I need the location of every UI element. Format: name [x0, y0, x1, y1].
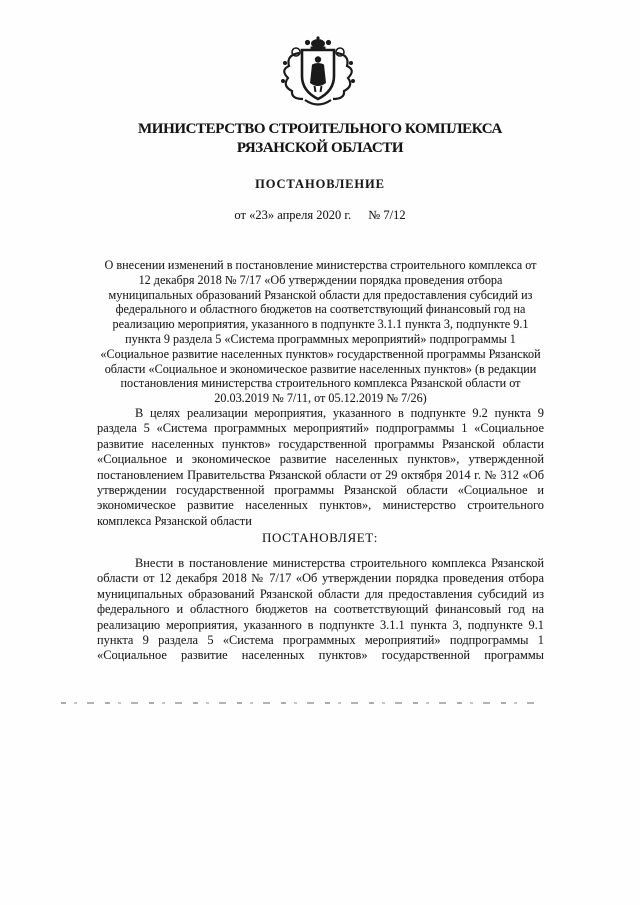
preamble-paragraph: В целях реализации мероприятия, указанного в подпункте 9.2 пункта 9 раздела 5 «Система программных мероприятий» подпрограммы 1 «Социальное развитие населенных пунктов» государственной программы Рязанской области «Социальное и экономическое развитие населенных пунктов», утвержденной постановлением Правительства Рязанской области от 29 октября 2014 г. № 312 «Об утверждении государственной программы Рязанской области «Социальное и экономическое развитие населенных пунктов», министерство строительного комплекса Рязанской области — [97, 406, 544, 528]
coat-of-arms-icon — [268, 36, 368, 114]
resolution-word: ПОСТАНОВЛЯЕТ: — [261, 530, 379, 545]
ministry-name-line2: РЯЗАНСКОЙ ОБЛАСТИ — [236, 140, 404, 156]
ministry-name-line1: МИНИСТЕРСТВО СТРОИТЕЛЬНОГО КОМПЛЕКСА — [138, 121, 502, 137]
ministry-name — [0, 120, 640, 158]
document-number: № 7/12 — [368, 208, 406, 222]
order-paragraph: Внести в постановление министерства строительного комплекса Рязанской области от 12 декабря 2018 № 7/17 «Об утверждении порядка проведения отбора муниципальных образований Рязанской области для предоставления субсидий из федерального и областного бюджетов на соответствующий финансовый год на реализацию мероприятия, указанного в подпункте 3.1.1 пункта 3, подпункте 9.1 пункта 9 раздела 5 «Система программных мероприятий» подпрограммы 1 «Социальное развитие населенных пунктов» государственной программы — [97, 556, 544, 663]
scan-artifact-dotted-line — [61, 702, 545, 704]
date-and-number-line — [0, 208, 640, 223]
document-subject: О внесении изменений в постановление министерства строительного комплекса от 12 декабря 2018 № 7/17 «Об утверждении порядка проведения отбора муниципальных образований Рязанской области для предоставления субсидий из федерального и областного бюджетов на соответствующий финансовый год на реализацию мероприятия, указанного в подпункте 3.1.1 пункта 3, подпункте 9.1 пункта 9 раздела 5 «Система программных мероприятий» подпрограммы 1 «Социальное развитие населенных пунктов» государственной программы Рязанской области «Социальное и экономическое развитие населенных пунктов» (в редакции постановления министерства строительного комплекса Рязанской области от 20.03.2019 № 7/11, от 05.12.2019 № 7/26) — [100, 258, 541, 406]
document-date: от «23» апреля 2020 г. — [234, 208, 352, 222]
document-type-heading: ПОСТАНОВЛЕНИЕ — [255, 177, 385, 191]
